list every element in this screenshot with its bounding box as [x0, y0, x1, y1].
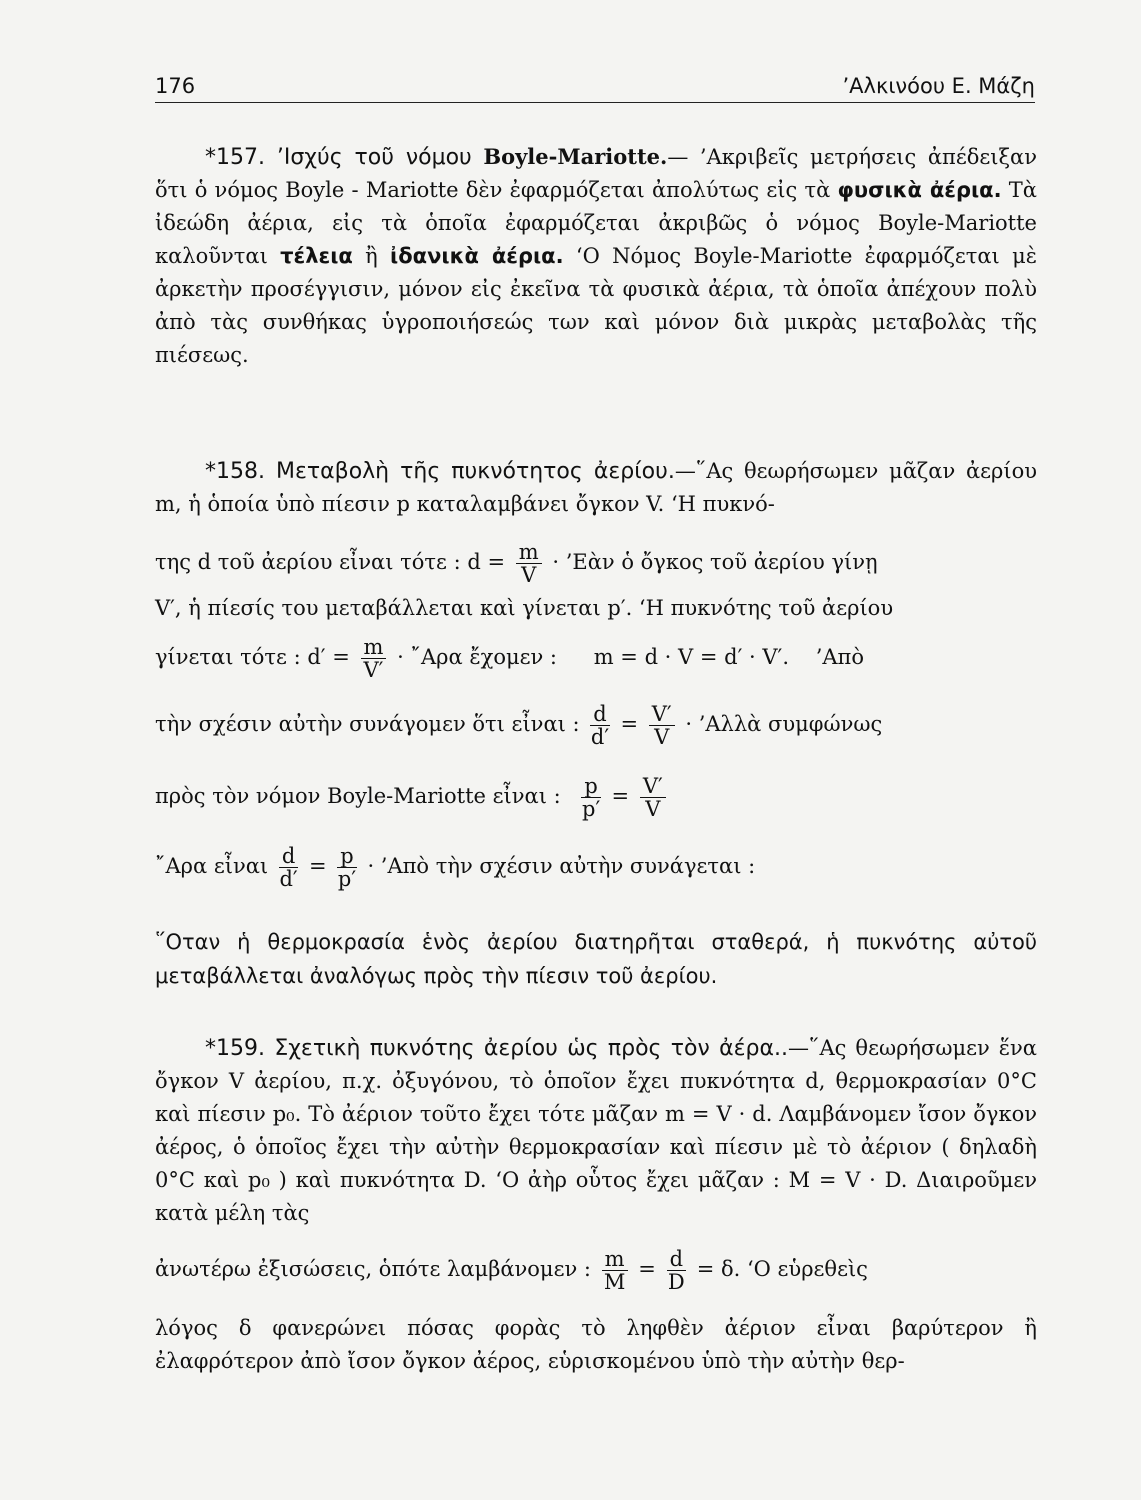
running-title: ’Αλκινόου Ε. Μάζη	[842, 74, 1035, 98]
section-158-intro: *158. Μεταβολὴ τῆς πυκνότητος ἀερίου.—῞Ας θεωρήσωμεν μᾶζαν ἀερίου m, ἡ ὁποία ὑπὸ πίεσιν p καταλαμβάνει ὄγκον V. ‘Η πυκνό-	[155, 459, 1037, 516]
equation-row-relative-density: ἀνωτέρω ἐξισώσεις, ὁπότε λαμβάνομεν : $\frac{m}{M}$ = $\frac{d}{D}$ = δ. ‘Ο εὑρεθεὶς	[155, 1247, 868, 1294]
section-158-line: V′, ἡ πίεσίς του μεταβάλλεται καὶ γίνεται p′. ‘Η πυκνότης τοῦ ἀερίου	[155, 596, 894, 620]
section-157	[155, 140, 1037, 372]
fraction-m-over-vprime: $\frac{m}{V'}$	[361, 636, 387, 681]
conclusion-text: ῞Οταν ἡ θερμοκρασία ἑνὸς ἀερίου διατηρῆται σταθερά, ἡ πυκνότης αὐτοῦ μεταβάλλεται ἀναλόγως πρὸς τὴν πίεσιν τοῦ ἀερίου.	[155, 930, 1037, 988]
page-number: 176	[155, 74, 196, 98]
section-157-heading: *157. ’Ισχύς τοῦ νόμου	[205, 145, 472, 170]
equation-row-density: της d τοῦ ἀερίου εἶναι τότε : d = $\frac{m}{V}$ · ’Εὰν ὁ ὄγκος τοῦ ἀερίου γίνῃ	[155, 540, 878, 587]
section-157-text: *157. ’Ισχύς τοῦ νόμου Boyle-Mariotte.— ’Ακριβεῖς μετρήσεις ἀπέδειξαν ὅτι ὁ νόμος Boyle - Mariotte δὲν ἐφαρμόζεται ἀπολύτως εἰς τὰ φυσικὰ ἀέρια. Τὰ ἰδεώδη ἀέρια, εἰς τὰ ὁποῖα ἐφαρμόζεται ἀκριβῶς ὁ νόμος Boyle-Mariotte καλοῦνται τέλεια ἢ ἰδανικὰ ἀέρια. ‘Ο Νόμος Boyle-Mariotte ἐφαρμόζεται μὲ ἀρκετὴν προσέγγισιν, μόνον εἰς ἐκεῖνα τὰ φυσικὰ ἀέρια, τὰ ὁποῖα ἀπέχουν πολὺ ἀπὸ τὰς συνθήκας ὑγροποιήσεώς των καὶ μόνον διὰ μικρὰς μεταβολὰς τῆς πιέσεως.	[155, 144, 1037, 367]
section-159-intro: *159. Σχετικὴ πυκνότης ἀερίου ὡς πρὸς τὸν ἀέρα..—῞Ας θεωρήσωμεν ἕνα ὄγκον V ἀερίου, π.χ. ὀξυγόνου, τὸ ὁποῖον ἔχει πυκνότητα d, θερμοκρασίαν 0°C καὶ πίεσιν p₀. Τὸ ἀέριον τοῦτο ἔχει τότε μᾶζαν m = V · d. Λαμβάνομεν ἴσον ὄγκον ἀέρος, ὁ ὁποῖος ἔχει τὴν αὐτὴν θερμοκρασίαν καὶ πίεσιν μὲ τὸ ἀέριον ( δηλαδὴ 0°C καὶ p₀ ) καὶ πυκνότητα D. ‘Ο ἀὴρ οὗτος ἔχει μᾶζαν : M = V · D. Διαιροῦμεν κατὰ μέλη τὰς	[155, 1036, 1037, 1225]
conclusion	[155, 925, 1037, 993]
equation-row-boyle: πρὸς τὸν νόμον Boyle-Mariotte εἶναι : $\frac{p}{p'}$ = $\frac{V'}{V}$	[155, 775, 1037, 820]
equation-row-new-density: γίνεται τότε : d′ = $\frac{m}{V'}$ · ῎Αρα ἔχομεν : m = d · V = d′ · V′. ’Απὸ	[155, 635, 864, 682]
equation-row-ratio: τὴν σχέσιν αὐτὴν συνάγομεν ὅτι εἶναι : $\frac{d}{d'}$ = $\frac{V'}{V}$ · ’Αλλὰ συμφώνως	[155, 702, 883, 749]
section-159-heading: *159. Σχετικὴ πυκνότης ἀερίου ὡς πρὸς τὸν ἀέρα..	[205, 1036, 788, 1061]
section-158-heading: *158. Μεταβολὴ τῆς πυκνότητος ἀερίου.	[205, 459, 675, 484]
equation-row-result: ῎Αρα εἶναι $\frac{d}{d'}$ = $\frac{p}{p'}$ · ’Απὸ τὴν σχέσιν αὐτὴν συνάγεται :	[155, 844, 756, 891]
fraction-m-over-v: $\frac{m}{V}$	[516, 541, 542, 586]
section-157-heading-bold: Boyle-Mariotte.	[483, 144, 668, 169]
page-header	[155, 72, 1035, 103]
section-159-final: λόγος δ φανερώνει πόσας φορὰς τὸ ληφθὲν ἀέριον εἶναι βαρύτερον ἢ ἐλαφρότερον ἀπὸ ἴσον ὄγκον ἀέρος, εὑρισκομένου ὑπὸ τὴν αὐτὴν θερ-	[155, 1316, 1037, 1373]
